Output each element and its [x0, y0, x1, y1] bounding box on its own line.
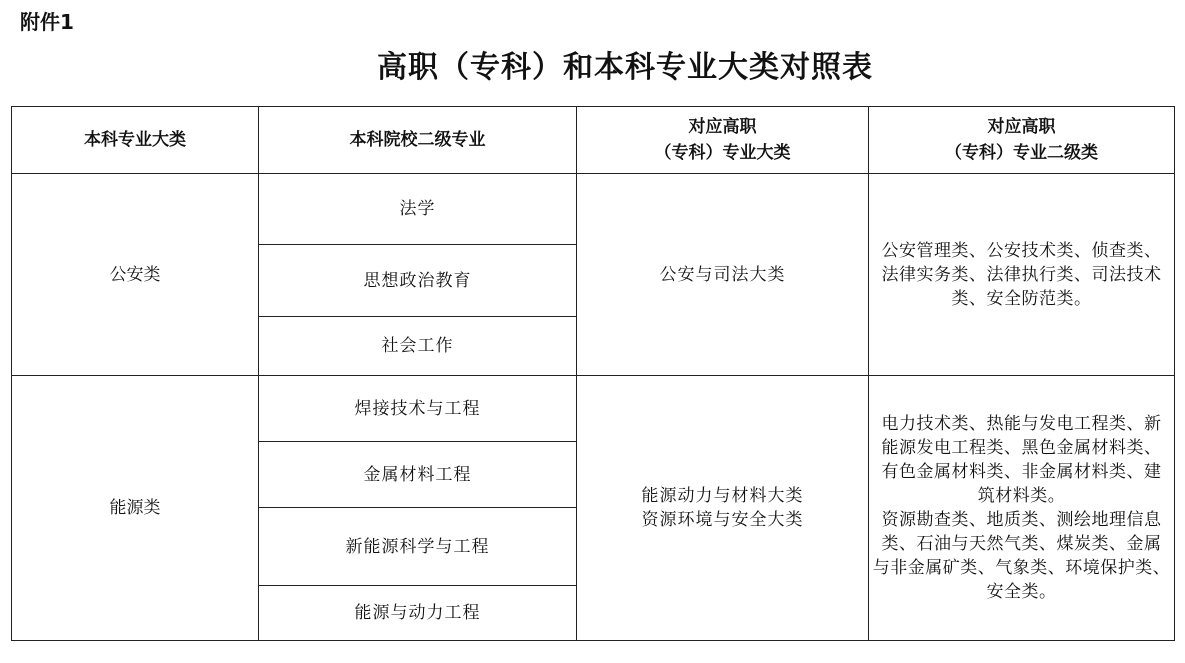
- table-row: [12, 376, 1175, 442]
- undergrad-category-cell: 能源类: [12, 376, 259, 641]
- undergrad-major-cell: 思想政治教育: [259, 245, 577, 317]
- header-vocational-subcategory: 对应高职 （专科）专业二级类: [869, 107, 1175, 174]
- header-row: [12, 107, 1175, 174]
- undergrad-major-cell: 能源与动力工程: [259, 586, 577, 641]
- undergrad-major-cell: 焊接技术与工程: [259, 376, 577, 442]
- vocational-subcategory-cell: 公安管理类、公安技术类、侦查类、 法律实务类、法律执行类、司法技术 类、安全防范类。: [869, 174, 1175, 376]
- undergrad-category-cell: 公安类: [12, 174, 259, 376]
- vocational-subcategory-cell: 电力技术类、热能与发电工程类、新 能源发电工程类、黑色金属材料类、 有色金属材料类、非金属材料类、建 筑材料类。 资源勘查类、地质类、测绘地理信息 类、石油与天然气类、煤炭类、金属 与非金属矿类、气象类、环境保护类、 安全类。: [869, 376, 1175, 641]
- undergrad-major-cell: 社会工作: [259, 317, 577, 376]
- vocational-category-cell: 能源动力与材料大类 资源环境与安全大类: [577, 376, 869, 641]
- vocational-category-cell: 公安与司法大类: [577, 174, 869, 376]
- attachment-label: 附件1: [20, 10, 74, 34]
- table-row: [12, 174, 1175, 245]
- document-title: 高职（专科）和本科专业大类对照表: [377, 50, 873, 85]
- major-mapping-table: [11, 106, 1175, 641]
- header-undergrad-major: 本科院校二级专业: [259, 107, 577, 174]
- undergrad-major-cell: 新能源科学与工程: [259, 508, 577, 586]
- header-vocational-category: 对应高职 （专科）专业大类: [577, 107, 869, 174]
- header-undergrad-category: 本科专业大类: [12, 107, 259, 174]
- undergrad-major-cell: 金属材料工程: [259, 442, 577, 508]
- undergrad-major-cell: 法学: [259, 174, 577, 245]
